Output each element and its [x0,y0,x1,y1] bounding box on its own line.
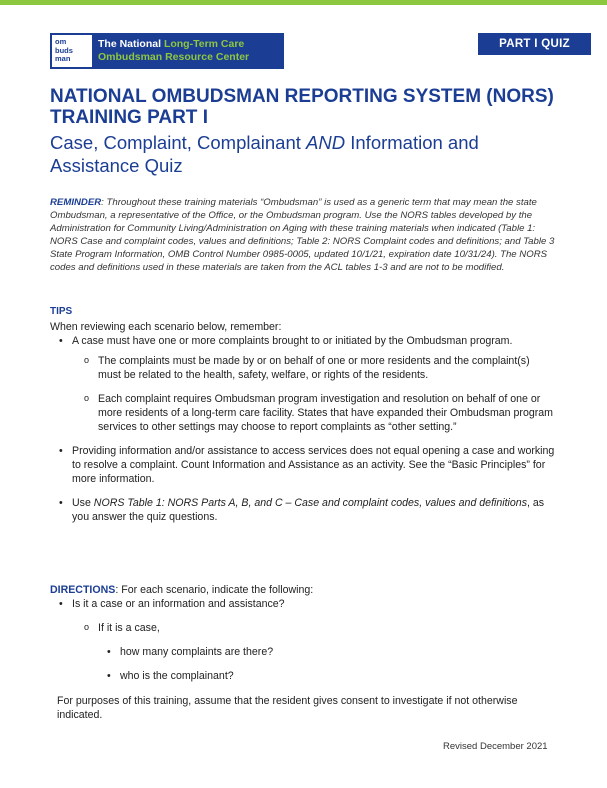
tips-bullet-3 [50,496,555,524]
logo-line2: Ombudsman Resource Center [98,51,250,63]
page-title: NATIONAL OMBUDSMAN REPORTING SYSTEM (NORS) TRAINING PART I [50,86,554,128]
top-accent-bar [0,0,607,5]
subtitle-after: Information and Assistance Quiz [50,132,479,176]
reminder-text: : Throughout these training materials “Ombudsman” is used as a generic term that may mean the state Ombudsman, a representative of the Office, or the Ombudsman program. Use the NORS tables developed by the Administration for Community Living/Administration on Aging with these training materials when indicated (Table 1: NORS Case and complaint codes, values and definitions; Table 2: NORS Complaint codes and definitions; and Table 3 State Program Information, OMB Control Number 0985-0005, updated 10/1/21, expiration date 10/31/24). The NORS codes and definitions used in these materials are taken from the ACL tables 1-3 and are not to be modified. [50,197,555,273]
directions-bullet-1: • Is it a case or an information and assistance? [50,597,555,611]
consent-note: For purposes of this training, assume that the resident gives consent to investigate if not otherwise indicated. [57,695,518,721]
directions-list [50,597,555,683]
tips-section [50,320,555,524]
tips-bullet-2: • Providing information and/or assistance to access services does not equal opening a case and working to resolve a complaint. Count Information and Assistance as an activity. See the “Basic Principles” for more information. [50,444,555,486]
directions-subsub-bullet-1: • how many complaints are there? [50,645,555,659]
page-subtitle [50,131,570,177]
reminder-paragraph [50,196,555,274]
logo-line1-b: Long-Term Care [163,38,245,50]
directions-section [50,583,555,683]
directions-label: DIRECTIONS [50,584,116,596]
revision-date: Revised December 2021 [443,741,548,752]
tips-bullet-1: • A case must have one or more complaints brought to or initiated by the Ombudsman program. [50,334,555,348]
tips-intro: When reviewing each scenario below, remember: [50,321,282,333]
logo-line1-a: The National [98,38,164,50]
logo-mark-line-3: man [55,54,71,64]
tips-bullet-3-after: , as you answer the quiz questions. [72,497,545,523]
tips-bullet-3-before: Use [72,497,94,509]
ombudsman-logo-mark [52,35,92,67]
subtitle-em: AND [306,132,346,153]
reminder-label: REMINDER [50,197,102,208]
directions-intro [50,583,555,597]
logo-mark-line-2: buds [55,45,73,55]
tips-sub-bullet-1: o The complaints must be made by or on behalf of one or more residents and the complaint(s) must be related to the health, safety, welfare, or rights of the residents. [50,354,555,382]
directions-text: : For each scenario, indicate the following: [115,584,314,596]
subtitle-before: Case, Complaint, Complainant [50,132,307,153]
part-quiz-badge: PART I QUIZ [478,33,591,55]
tips-bullet-3-em: NORS Table 1: NORS Parts A, B, and C – Case and complaint codes, values and definitions [93,497,527,509]
tips-sub-bullet-2: o Each complaint requires Ombudsman program investigation and resolution on behalf of one or more residents of a long-term care facility. States that have expanded their Ombudsman program services to other settings may choose to report complaints as “other setting.” [50,392,555,434]
tips-list [50,334,555,524]
logo-text [98,38,249,64]
directions-subsub-bullet-2: • who is the complainant? [50,669,555,683]
tips-heading: TIPS [50,306,73,317]
ombudsman-center-logo [50,33,284,69]
directions-sub-bullet-1: o If it is a case, [50,621,555,635]
logo-mark-line-1: om [55,37,67,47]
